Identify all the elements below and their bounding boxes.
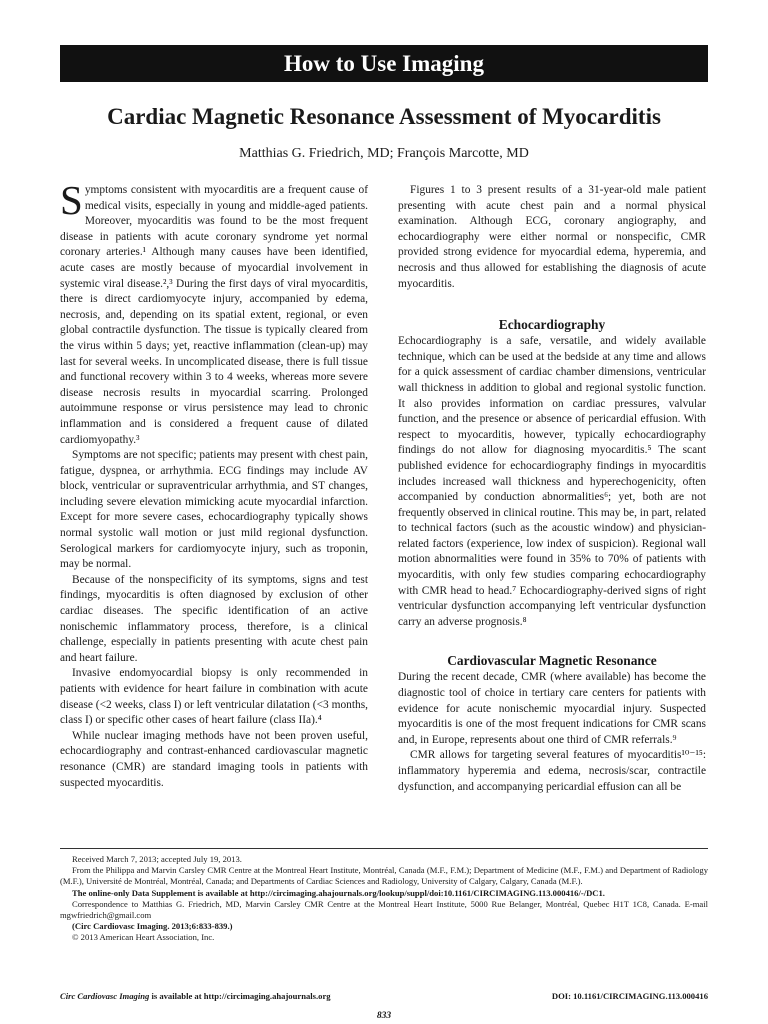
article-doi: DOI: 10.1161/CIRCIMAGING.113.000416 [551,991,708,1001]
cmr-paragraph: During the recent decade, CMR (where available) has become the diagnostic tool of choice in tertiary care centers for patients with evidence for acute nonischemic myocardial injury. Suspected myocarditis is one of the most frequent indications for CMR scans and, in Europe, represents about one third of CMR referrals.⁹ [398,671,706,746]
case-intro-paragraph: Figures 1 to 3 present results of a 31-year-old male patient presenting with acute chest pain and a normal physical examination. Although ECG, coronary angiography, and echocardiography were either normal or nonspecific, CMR provided strong evidence for myocardial edema, hyperemia, and necrosis and thus allowed for establishing the diagnosis of acute myocarditis. [398,184,706,290]
cmr-paragraph: CMR allows for targeting several features of myocarditis¹⁰⁻¹⁵: inflammatory hyperemia and edema, necrosis/scar, contractile dysfunction, and accompanying pericardial effusion can all be [398,749,706,793]
right-column [398,183,706,795]
footnotes [60,848,708,944]
body-paragraph: Invasive endomyocardial biopsy is only recommended in patients with evidence for heart failure in combination with acute disease (<2 weeks, class I) or left ventricular dilatation (<3 months, class I) or specific other cases of heart failure (class IIa).⁴ [60,667,368,727]
body-paragraph: Symptoms are not specific; patients may present with chest pain, fatigue, dyspnea, or arrhythmia. ECG findings may include AV block, ventricular or supraventricular arrhythmia, and ST changes, including severe elevation mimicking acute myocardial infarction. Except for more severe cases, echocardiography typically shows normal systolic wall motion or just mild regional dysfunction. Serological markers for cardiomyocyte injury, such as troponin, may be normal. [60,449,368,571]
footnote-received: Received March 7, 2013; accepted July 19, 2013. [72,854,242,864]
article-authors: Matthias G. Friedrich, MD; François Marcotte, MD [239,146,529,161]
drop-cap: S [60,177,83,223]
echocardiography-paragraph: Echocardiography is a safe, versatile, and widely available technique, which can be used at the bedside at any time and allows for a quick assessment of cardiac chamber dimensions, ventricular wall thickness in addition to global and regional systolic function. It also provides information on cardiac pressures, valvular function, and the presence or absence of pericardial effusion. With respect to myocarditis, however, typically echocardiography findings do not allow for diagnosing myocarditis.⁵ The scant published evidence for echocardiography findings in myocarditis includes increased wall thickness and hyperechogenicity, often accompanied by conduction abnormalities⁶; yet, both are not frequently observed in clinical routine. This may be, in part, related to technical factors (such as the acoustic window) and physician-related factors (experience, low index of suspicion). Regional wall motion abnormalities were found in 35% to 70% of patients with myocarditis, with only few studies comparing echocardiography with CMR head to head.⁷ Echocardiography-derived signs of right ventricular dysfunction accompanying left ventricular dysfunction carry an adverse prognosis.⁸ [398,335,706,628]
footnote-affiliation: From the Philippa and Marvin Carsley CMR Centre at the Montreal Heart Institute, Montréal, Canada (M.F., F.M.); Department of Medicine (M.F., F.M.) and Department of Radiology (M.F.), Université de Montréal, Montréal, Canada; and Departments of Cardiac Sciences and Radiology, University of Calgary, Calgary, Canada (M.F.). [60,865,708,887]
journal-availability [60,991,331,1001]
journal-url: is available at http://circimaging.ahajournals.org [149,991,331,1001]
footnote-supplement: The online-only Data Supplement is available at http://circimaging.ahajournals.org/lookup/suppl/doi:10.1161/CIRCIMAGING.113.000416/-/DC1. [72,887,605,898]
footnote-correspondence: Correspondence to Matthias G. Friedrich, MD, Marvin Carsley CMR Centre at the Montreal Heart Institute, 5000 Rue Belanger, Montréal, Quebec H1T 1C8, Canada. E-mail mgwfriedrich@gmail.com [60,898,708,921]
page-number: 833 [376,1011,392,1021]
page-footer [60,991,708,1001]
body-paragraph: While nuclear imaging methods have not been proven useful, echocardiography and contrast-enhanced cardiovascular magnetic resonance (CMR) are standard imaging tools in patients with suspected myocarditis. [60,729,368,789]
section-banner: How to Use Imaging [60,45,708,82]
intro-paragraph-text: ymptoms consistent with myocarditis are a frequent cause of medical visits, especially in young and middle-aged patients. Moreover, myocarditis was found to be the most frequent disease in patients with acute coronary syndrome yet normal coronary arteries.¹ Although many causes have been identified, acute cases are mostly because of myocardial involvement in systemic viral disease.²,³ During the first days of viral myocarditis, there is direct cardiomyocyte injury, accompanied by edema, necrosis, and, depending on its spatial extent, regional, or even global contractile dysfunction. The tissue is typically cleared from the virus within 5 days; yet, reactive inflammation (clean-up) may last for several weeks. In uncomplicated disease, there is full tissue and functional recovery within 3 to 4 weeks, whereas more severe disease necrosis results in myocardial scarring. Prolonged autoimmune response or virus persistence may lead to chronic inflammation and is considered a frequent cause of dilated cardiomyopathy.³ [60,184,368,446]
intro-paragraph [60,177,368,448]
section-heading-cmr: Cardiovascular Magnetic Resonance [447,653,657,669]
section-heading-echocardiography: Echocardiography [498,317,606,333]
left-column [60,177,368,791]
article-title: Cardiac Magnetic Resonance Assessment of Myocarditis [107,104,661,129]
journal-name: Circ Cardiovasc Imaging [60,991,150,1001]
footnote-citation: (Circ Cardiovasc Imaging. 2013;6:833-839.) [72,921,233,932]
body-paragraph: Because of the nonspecificity of its symptoms, signs and test findings, myocarditis is often diagnosed by exclusion of other cardiac diseases. The specific identification of an active nonischemic inflammatory process, therefore, is a clinical challenge, especially in patients presenting with acute chest pain and heart failure. [60,573,368,664]
footnote-copyright: © 2013 American Heart Association, Inc. [72,932,215,943]
